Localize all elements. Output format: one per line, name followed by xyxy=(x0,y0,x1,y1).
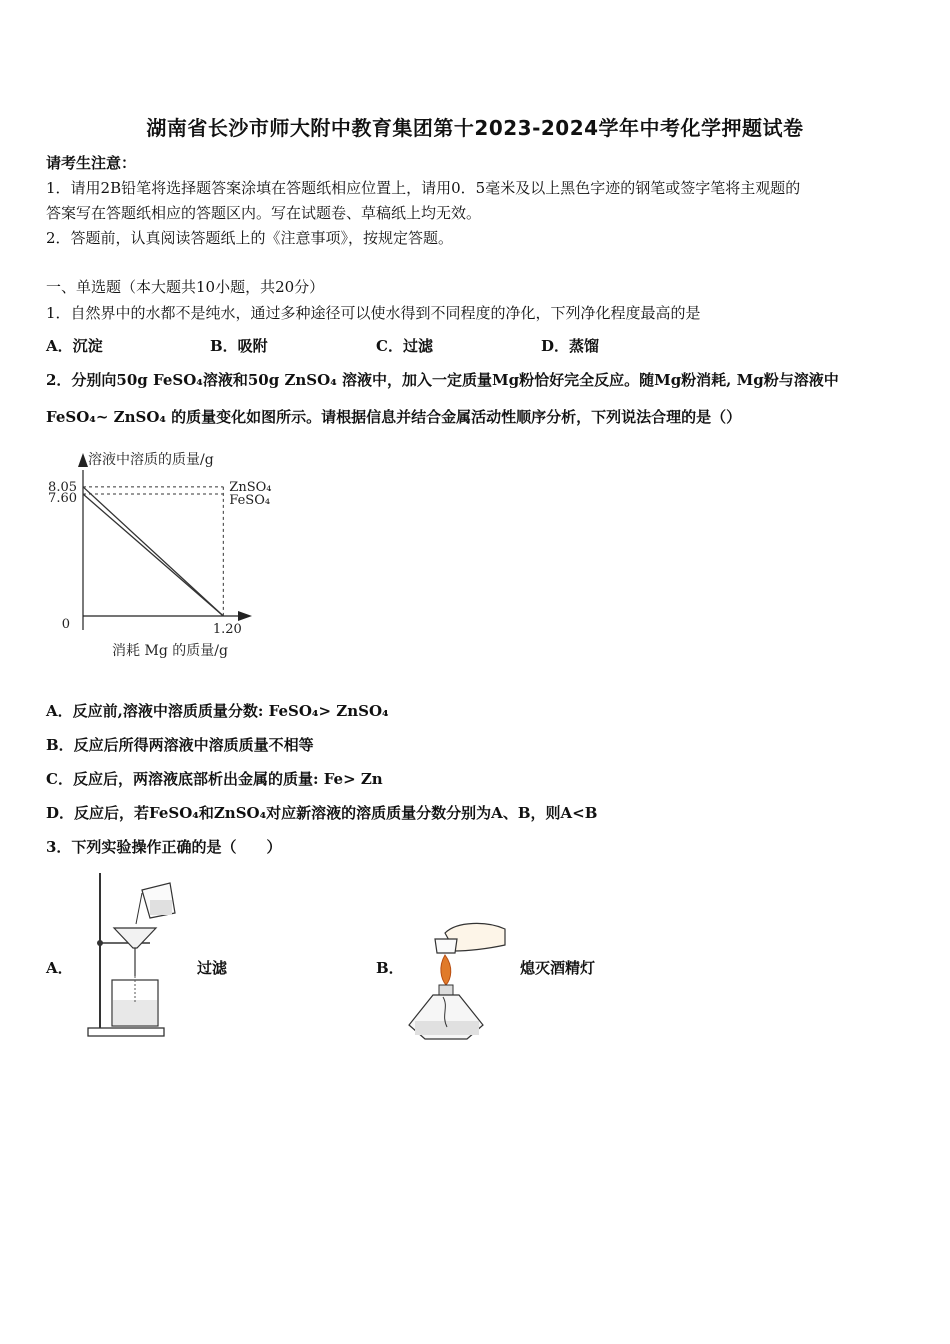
q2-stem-1: 2．分别向50g FeSO₄溶液和50g ZnSO₄ 溶液中，加入一定质量Mg粉恰好完全反应。随Mg粉消耗, Mg粉与溶液中 xyxy=(46,371,839,389)
y-axis-label: 溶液中溶质的质量/g xyxy=(88,452,214,468)
q1-option-c: C．过滤 xyxy=(376,337,433,355)
notice-line-2: 2．答题前，认真阅读答题纸上的《注意事项》，按规定答题。 xyxy=(46,229,454,247)
y-axis-arrow xyxy=(78,453,88,467)
y-tick-label-760: 7.60 xyxy=(48,491,77,507)
q1-option-b: B．吸附 xyxy=(210,337,268,355)
x-axis-arrow xyxy=(238,611,252,621)
x-axis-label: 消耗 Mg 的质量/g xyxy=(112,643,228,659)
q3-option-b-letter: B． xyxy=(376,959,404,977)
alcohol-lamp-illustration xyxy=(405,915,515,1043)
notice-line-1a: 1．请用2B铅笔将选择题答案涂填在答题纸相应位置上，请用0．5毫米及以上黑色字迹的钢笔或签字笔将主观题的 xyxy=(46,179,801,197)
q2-option-a: A．反应前,溶液中溶质质量分数: FeSO₄> ZnSO₄ xyxy=(46,702,389,720)
q3-option-a-letter: A． xyxy=(46,959,73,977)
series-line-feso4 xyxy=(83,494,223,616)
q3-option-b-caption: 熄灭酒精灯 xyxy=(520,959,596,977)
q3-option-a-caption: 过滤 xyxy=(197,959,228,977)
y-tick-label-805: 8.05 xyxy=(48,479,77,495)
q2-option-b: B．反应后所得两溶液中溶质质量不相等 xyxy=(46,736,314,754)
q2-option-d: D．反应后，若FeSO₄和ZnSO₄对应新溶液的溶质质量分数分别为A、B，则A<B xyxy=(46,804,598,822)
q1-option-d: D．蒸馏 xyxy=(541,337,600,355)
q2-option-c: C．反应后，两溶液底部析出金属的质量: Fe> Zn xyxy=(46,770,383,788)
notice-heading: 请考生注意： xyxy=(46,154,137,172)
q2-stem-2: FeSO₄~ ZnSO₄ 的质量变化如图所示。请根据信息并结合金属活动性顺序分析，下列说法合理的是（） xyxy=(46,408,742,426)
legend-feso4: FeSO₄ xyxy=(229,493,271,509)
q3-stem: 3．下列实验操作正确的是（ ） xyxy=(46,838,282,856)
origin-label: 0 xyxy=(61,617,70,632)
page-title: 湖南省长沙市师大附中教育集团第十2023-2024学年中考化学押题试卷 xyxy=(146,116,804,140)
legend-znso4: ZnSO₄ xyxy=(229,479,272,495)
series-line-znso4 xyxy=(83,487,223,616)
q1-stem: 1．自然界中的水都不是纯水，通过多种途径可以使水得到不同程度的净化，下列净化程度最高的是 xyxy=(46,304,701,322)
section-heading: 一、单选题（本大题共10小题，共20分） xyxy=(46,278,325,296)
notice-line-1b: 答案写在答题纸相应的答题区内。写在试题卷、草稿纸上均无效。 xyxy=(46,204,482,222)
q1-option-a: A．沉淀 xyxy=(46,337,103,355)
filtration-apparatus-illustration xyxy=(80,868,195,1040)
mass-change-chart xyxy=(40,445,300,665)
x-tick-label-120: 1.20 xyxy=(212,622,242,637)
